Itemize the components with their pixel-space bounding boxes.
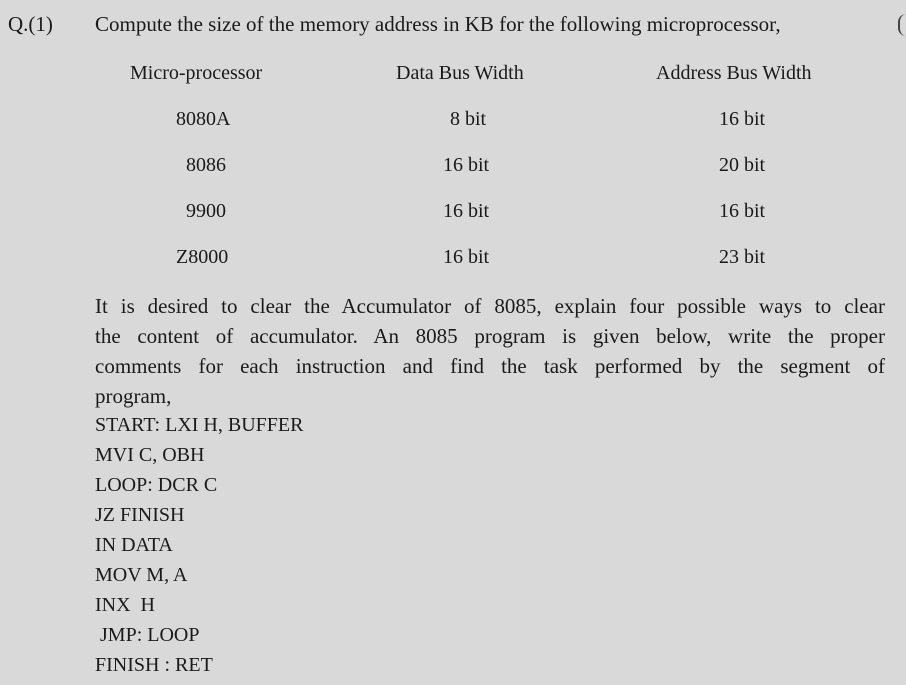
table-cell: 8 bit [450,108,487,130]
program-line: LOOP: DCR C [95,474,218,496]
program-line: JMP: LOOP [95,624,200,646]
table-cell: 16 bit [719,108,766,130]
table-header-data-bus: Data Bus Width [396,62,524,84]
table-cell: 16 bit [443,246,490,268]
table-cell: 23 bit [719,246,766,268]
table-cell: 16 bit [443,200,490,222]
question-prompt: Compute the size of the memory address in KB for the following microprocessor, [95,12,781,36]
table-header-address-bus: Address Bus Width [656,62,812,84]
program-listing [95,410,303,680]
program-line: IN DATA [95,534,173,556]
paragraph-line: comments for each instruction and find the task performed by the segment of [95,354,885,378]
table-cell: Z8000 [176,246,229,268]
program-line: JZ FINISH [95,504,185,526]
table-header-microprocessor: Micro-processor [130,62,263,84]
paragraph-line: program, [95,384,172,408]
table-cell: 9900 [186,200,226,222]
table-cell: 16 bit [443,154,490,176]
question-number: Q.(1) [8,12,53,36]
program-line: INX H [95,594,155,616]
program-line: START: LXI H, BUFFER [95,414,304,436]
program-line: MOV M, A [95,564,188,586]
table-cell: 8080A [176,108,231,130]
cropped-parenthesis [898,14,906,36]
paragraph-line: the content of accumulator. An 8085 program is given below, write the proper [95,324,885,348]
question-paragraph [95,291,885,411]
table-cell: 8086 [186,154,226,176]
table-cell: 20 bit [719,154,766,176]
program-line: MVI C, OBH [95,444,205,466]
program-line: FINISH : RET [95,654,213,676]
table-cell: 16 bit [719,200,766,222]
paragraph-line: It is desired to clear the Accumulator of 8085, explain four possible ways to clear [95,294,885,318]
